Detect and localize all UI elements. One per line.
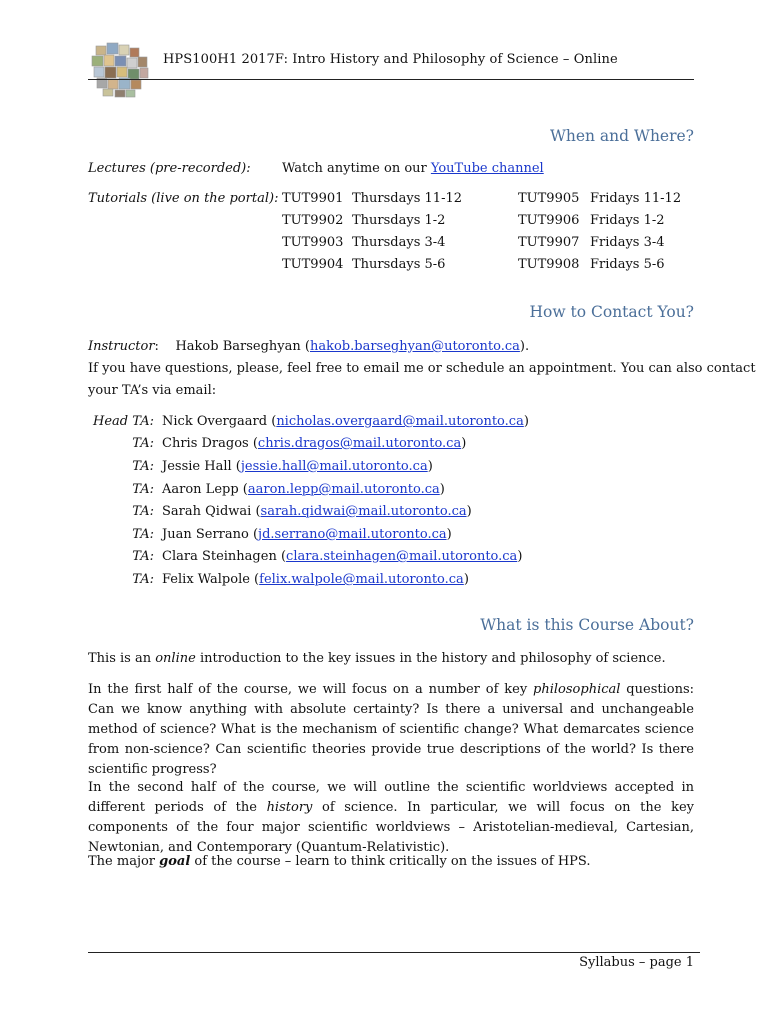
- ta-entry: Chris Dragos (chris.dragos@mail.utoronto.ca): [162, 436, 467, 451]
- ta-name: Clara Steinhagen: [162, 549, 277, 564]
- about-paragraph-goal: The major goal of the course – learn to think critically on the issues of HPS.: [88, 854, 591, 869]
- ta-name: Sarah Qidwai: [162, 504, 252, 519]
- course-logo-image: [88, 40, 150, 98]
- instructor-row: Instructor: Hakob Barseghyan (hakob.barseghyan@utoronto.ca).: [88, 339, 530, 354]
- ta-email-link[interactable]: chris.dragos@mail.utoronto.ca: [257, 436, 462, 451]
- document-header-title: HPS100H1 2017F: Intro History and Philosophy of Science – Online: [163, 52, 618, 67]
- tutorial-time: Thursdays 3-4: [352, 235, 446, 250]
- instructor-email-link[interactable]: hakob.barseghyan@utoronto.ca: [309, 339, 520, 354]
- ta-role: TA:: [132, 436, 154, 451]
- ta-role: TA:: [132, 482, 154, 497]
- ta-entry: Clara Steinhagen (clara.steinhagen@mail.utoronto.ca): [162, 549, 523, 564]
- tutorial-code: TUT9906: [518, 213, 580, 228]
- ta-name: Chris Dragos: [162, 436, 249, 451]
- ta-role: TA:: [132, 504, 154, 519]
- when-where-heading: When and Where?: [549, 127, 694, 145]
- tutorial-time: Fridays 11-12: [590, 191, 682, 206]
- about-paragraph-philosophy: In the first half of the course, we will focus on a number of key philosophical questions: Can we know anything with absolute certainty? Is there a universal and unchangeable method of science? What is the mechanism of scientific change? What demarcates science from non-science? Can scientific theories provide true descriptions of the world? Is there scientific progress?: [88, 682, 694, 777]
- tutorial-code: TUT9907: [518, 235, 580, 250]
- ta-entry: Jessie Hall (jessie.hall@mail.utoronto.ca): [162, 459, 433, 474]
- lectures-label-row: Lectures (pre-recorded):: [88, 161, 251, 176]
- contact-heading: How to Contact You?: [529, 303, 694, 321]
- lectures-text: Watch anytime on our: [282, 161, 431, 176]
- header-divider: [88, 79, 694, 80]
- ta-name: Jessie Hall: [162, 459, 232, 474]
- tutorial-time: Fridays 3-4: [590, 235, 665, 250]
- ta-entry: Juan Serrano (jd.serrano@mail.utoronto.ca): [162, 527, 452, 542]
- ta-entry: Aaron Lepp (aaron.lepp@mail.utoronto.ca): [162, 482, 445, 497]
- tutorial-time: Fridays 1-2: [590, 213, 665, 228]
- ta-email-link[interactable]: jd.serrano@mail.utoronto.ca: [258, 527, 447, 542]
- tutorials-label: Tutorials (live on the portal): [88, 191, 275, 206]
- ta-role: TA:: [132, 572, 154, 587]
- youtube-channel-link[interactable]: YouTube channel: [430, 161, 544, 176]
- ta-name: Juan Serrano: [162, 527, 249, 542]
- ta-entry: Nick Overgaard (nicholas.overgaard@mail.utoronto.ca): [162, 414, 529, 429]
- lectures-label: Lectures (pre-recorded): [88, 161, 247, 176]
- ta-email-link[interactable]: sarah.qidwai@mail.utoronto.ca: [260, 504, 467, 519]
- tutorial-code: TUT9905: [518, 191, 580, 206]
- tutorial-time: Thursdays 1-2: [352, 213, 446, 228]
- ta-role: TA:: [132, 459, 154, 474]
- tutorial-code: TUT9908: [518, 257, 580, 272]
- ta-name: Nick Overgaard: [162, 414, 268, 429]
- about-paragraph-history: In the second half of the course, we will outline the scientific worldviews accepted in different periods of the history of science. In particular, we will focus on the key components of the four major scientific worldviews – Aristotelian-medieval, Cartesian, Newtonian, and Contemporary (Quantum-Relativistic).: [88, 780, 694, 855]
- ta-email-link[interactable]: clara.steinhagen@mail.utoronto.ca: [286, 549, 518, 564]
- ta-entry: Felix Walpole (felix.walpole@mail.utoronto.ca): [162, 572, 469, 587]
- tutorial-code: TUT9903: [282, 235, 344, 250]
- instructor-label: Instructor: [88, 339, 155, 354]
- about-paragraph-intro: This is an online introduction to the key issues in the history and philosophy of science.: [88, 651, 666, 666]
- tutorial-code: TUT9901: [282, 191, 344, 206]
- tutorials-label-row: Tutorials (live on the portal):: [88, 191, 279, 206]
- page-footer: Syllabus – page 1: [579, 955, 694, 970]
- ta-role: TA:: [132, 549, 154, 564]
- lectures-info: [282, 160, 544, 177]
- ta-email-link[interactable]: nicholas.overgaard@mail.utoronto.ca: [276, 414, 524, 429]
- tutorial-time: Thursdays 5-6: [352, 257, 446, 272]
- tutorial-code: TUT9904: [282, 257, 344, 272]
- contact-intro-line: If you have questions, please, feel free to email me or schedule an appointment. You can also contact: [88, 361, 756, 376]
- ta-entry: Sarah Qidwai (sarah.qidwai@mail.utoronto.ca): [162, 504, 472, 519]
- about-heading: What is this Course About?: [480, 616, 694, 634]
- tutorial-code: TUT9902: [282, 213, 344, 228]
- instructor-name: Hakob Barseghyan: [175, 339, 301, 354]
- ta-role: TA:: [132, 527, 154, 542]
- ta-name: Felix Walpole: [162, 572, 250, 587]
- tutorial-time: Thursdays 11-12: [352, 191, 462, 206]
- footer-divider: [88, 952, 700, 953]
- ta-email-link[interactable]: jessie.hall@mail.utoronto.ca: [240, 459, 428, 474]
- ta-email-link[interactable]: aaron.lepp@mail.utoronto.ca: [247, 482, 440, 497]
- tutorial-time: Fridays 5-6: [590, 257, 665, 272]
- ta-role: Head TA:: [93, 414, 154, 429]
- ta-name: Aaron Lepp: [162, 482, 239, 497]
- contact-intro-line: your TA’s via email:: [88, 383, 217, 398]
- ta-email-link[interactable]: felix.walpole@mail.utoronto.ca: [259, 572, 464, 587]
